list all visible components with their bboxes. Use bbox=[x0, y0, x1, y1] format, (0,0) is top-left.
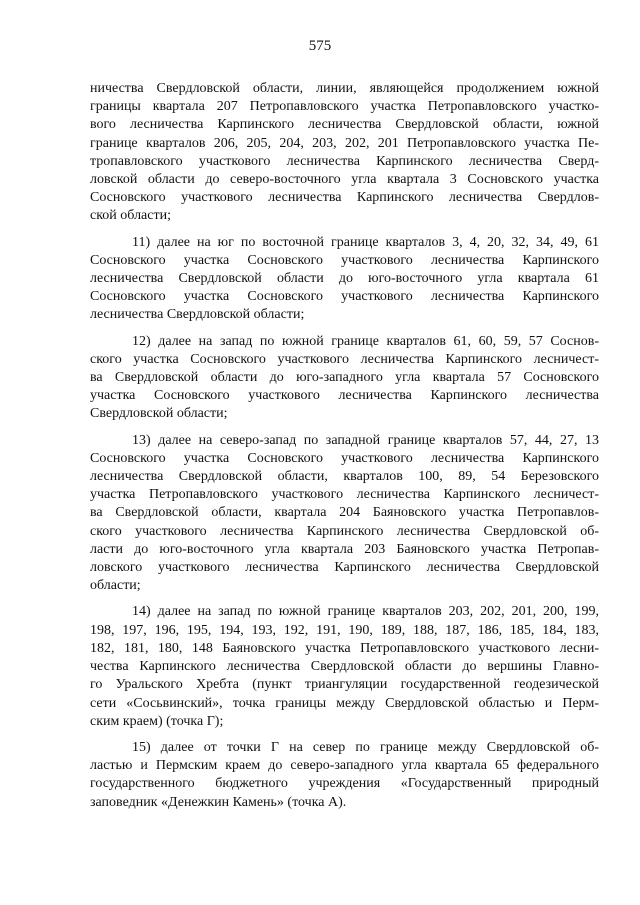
text-line: ским краем) (точка Г); bbox=[90, 713, 224, 729]
paragraph bbox=[90, 739, 599, 812]
text-line: 11) далее на юг по восточной границе кварталов 3, 4, 20, 32, 34, 49, 61 bbox=[132, 234, 599, 250]
text-line: 14) далее на запад по южной границе кварталов 203, 202, 201, 200, 199, bbox=[132, 604, 599, 620]
text-line: границы квартала 207 Петропавловского участка Петропавловского участко- bbox=[90, 99, 599, 115]
text-line: 15) далее от точки Г на север по границе между Свердловской об- bbox=[132, 739, 599, 755]
text-line: ластью и Пермским краем до северо-западного угла квартала 65 федерального bbox=[90, 758, 599, 774]
text-line: участка Сосновского участкового лесничества Карпинского лесничества bbox=[90, 388, 599, 404]
text-line: заповедник «Денежкин Камень» (точка А). bbox=[90, 794, 347, 810]
text-line: ничества Свердловской области, линии, являющейся продолжением южной bbox=[90, 81, 599, 96]
paragraph bbox=[90, 80, 599, 226]
text-line: вого лесничества Карпинского лесничества Свердловской области, южной bbox=[90, 117, 599, 133]
text-line: ловской области до северо-восточного угла квартала 3 Сосновского участка bbox=[90, 172, 599, 188]
text-line: участка Петропавловского участкового лесничества Карпинского лесничест- bbox=[90, 487, 599, 503]
text-line: лесничества Свердловской области до юго-восточного угла квартала 61 bbox=[90, 271, 599, 287]
text-line: ва Свердловской области до юго-западного угла квартала 57 Сосновского bbox=[90, 370, 599, 386]
text-line: Сосновского участка Сосновского участкового лесничества Карпинского bbox=[90, 450, 599, 466]
text-line: ловского участкового лесничества Карпинского лесничества Свердловской bbox=[90, 560, 599, 576]
text-line: ласти до юго-восточного угла квартала 203 Баяновского участка Петропав- bbox=[90, 541, 599, 557]
text-line: Сосновского участка Сосновского участкового лесничества Карпинского bbox=[90, 252, 599, 268]
text-line: лесничества Свердловской области; bbox=[90, 307, 305, 323]
paragraph bbox=[90, 603, 599, 730]
text-line: чества Карпинского лесничества Свердловской области до вершины Главно- bbox=[90, 659, 599, 675]
text-line: тропавловского участкового лесничества Карпинского лесничества Сверд- bbox=[90, 153, 599, 169]
page-number: 575 bbox=[308, 38, 332, 54]
text-line: 182, 181, 180, 148 Баяновского участка Петропавловского участкового лесни- bbox=[90, 640, 599, 656]
text-line: го Уральского Хребта (пункт триангуляции государственной геодезической bbox=[90, 677, 599, 693]
paragraph bbox=[90, 432, 599, 596]
text-line: Сосновского участкового лесничества Карпинского лесничества Свердлов- bbox=[90, 190, 599, 206]
text-line: лесничества Свердловской области, кварталов 100, 89, 54 Березовского bbox=[90, 469, 599, 485]
text-line: 13) далее на северо-запад по западной границе кварталов 57, 44, 27, 13 bbox=[132, 432, 599, 448]
text-line: области; bbox=[90, 578, 141, 594]
text-line: границе кварталов 206, 205, 204, 203, 202, 201 Петропавловского участка Пе- bbox=[90, 135, 599, 151]
paragraph bbox=[90, 234, 599, 325]
text-line: Сосновского участка Сосновского участкового лесничества Карпинского bbox=[90, 289, 599, 305]
text-line: государственного бюджетного учреждения «Государственный природный bbox=[90, 776, 599, 792]
text-line: 12) далее на запад по южной границе кварталов 61, 60, 59, 57 Соснов- bbox=[132, 333, 599, 349]
text-line: Свердловской области; bbox=[90, 406, 228, 422]
text-line: ской области; bbox=[90, 208, 171, 224]
text-line: 198, 197, 196, 195, 194, 193, 192, 191, 190, 189, 188, 187, 186, 185, 184, 183, bbox=[90, 622, 599, 638]
text-line: ва Свердловской области, квартала 204 Баяновского участка Петропавлов- bbox=[90, 505, 599, 521]
paragraph bbox=[90, 333, 599, 424]
text-line: ского участка Сосновского участкового лесничества Карпинского лесничест- bbox=[90, 351, 599, 367]
text-line: сети «Сосьвинский», точка границы между Свердловской областью и Перм- bbox=[90, 695, 599, 711]
document-body bbox=[90, 80, 599, 820]
text-line: ского участкового лесничества Карпинского лесничества Свердловской об- bbox=[90, 523, 599, 539]
